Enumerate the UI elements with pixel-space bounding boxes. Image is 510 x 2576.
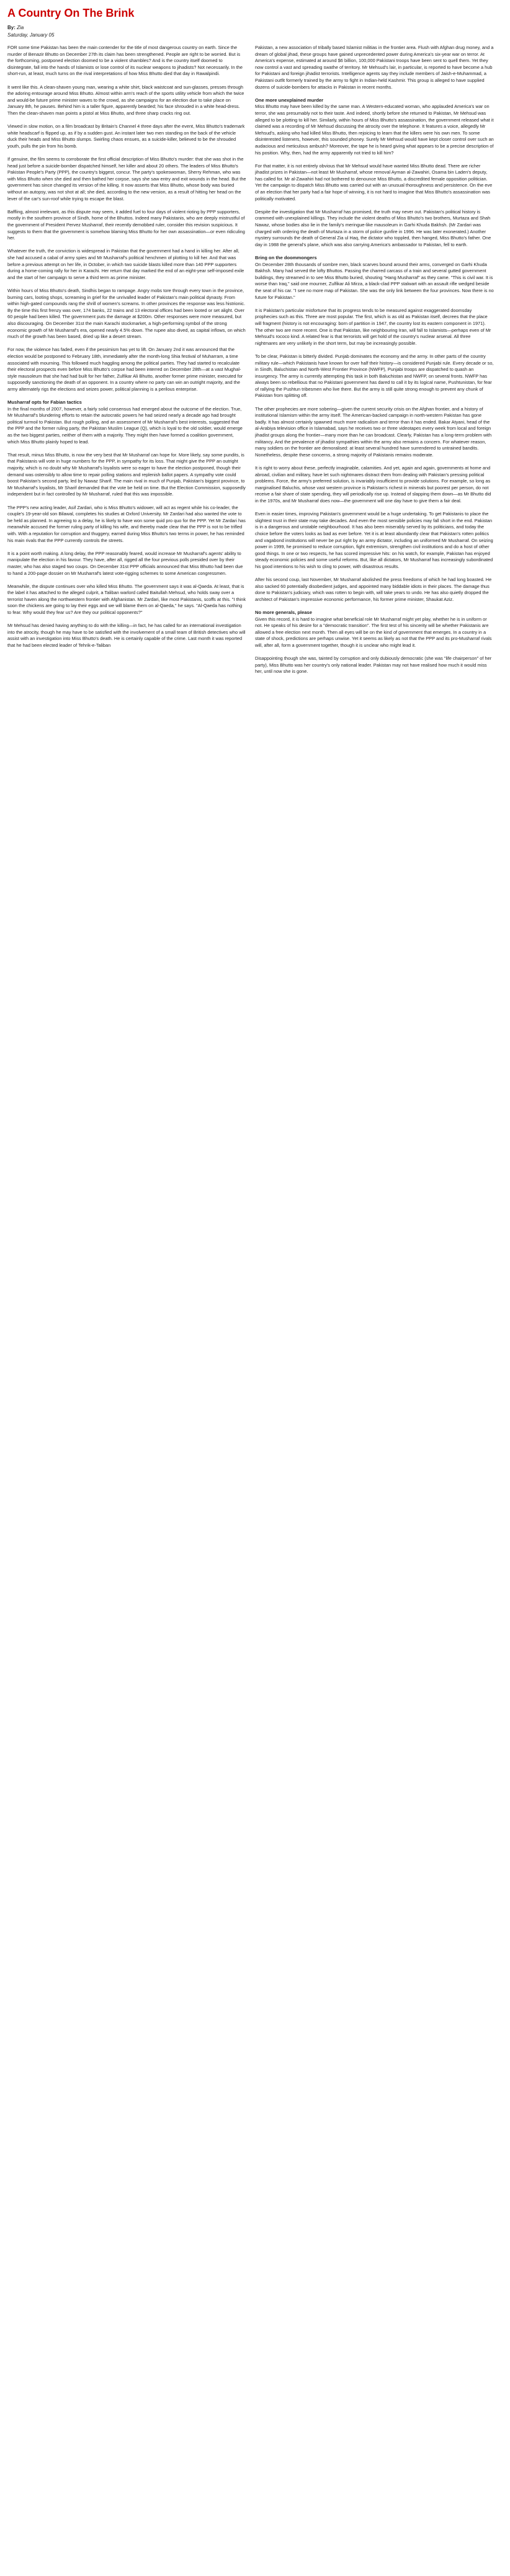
section-heading: Bring on the doommongers <box>255 255 317 260</box>
paragraph: For now, the violence has faded, even if the pessimism has yet to lift. On January 2nd it was announced that the election would be postponed to February 18th, immediately after the month-long Shia festival of Muharram, a time associated with mourning. This followed much haggling among the political parties. They had started to recalculate their electoral prospects even before Miss Bhutto's corpse had been interred on December 28th—at a vast Mughal-style mausoleum that she had had built for her father, Zulfikar Ali Bhutto, another former prime minister, executed for supposedly sanctioning the death of an opponent. In a country where no party can win an outright majority, and the army alternately rigs the elections and seizes power, political planning is a perilous enterprise. <box>7 347 243 392</box>
paragraph: That result, minus Miss Bhutto, is now the very best that Mr Musharraf can hope for. More likely, say some pundits, is that Pakistanis will vote in huge numbers for the PPP, in sympathy for its loss. That might give the PPP an outright majority, which is no doubt why Mr Musharraf's loyalists were so eager to have the election postponed, though their demand was ostensibly to allow time to repair polling stations and replenish ballot papers. A sympathy vote could boost Pakistan's second party, led by Nawaz Sharif. The main rival in much of Punjab, Pakistan's biggest province, to Mr Musharraf's loyalists, Mr Sharif demanded that the vote be held on time. But the Election Commission, supposedly independent but in fact controlled by Mr Musharraf, ruled that this was impossible. <box>7 451 246 497</box>
paragraph: On December 28th thousands of sombre men, black scarves bound around their arms, converged on Garhi Khuda Bakhsh. Many had served the lofty Bhuttos. Passing the charred carcass of a train and several gutted government buildings, they streamed in to see Miss Bhutto buried, shouting "Hang Musharraf" as they came. "This is civil war. It is worse than Iraq," said one mourner, Zulfikar Ali Mirza, a black-clad PPP stalwart with an assault rifle wedged beside the seat of his car. "I see no more map of Pakistan. She was the only link between the four provinces. Now there is no future for Pakistan." <box>255 261 494 300</box>
paragraph: It is Pakistan's particular misfortune that its progress tends to be measured against exaggerated doomsday prophecies such as this. Three are most popular. The first, which is as old as Pakistan itself, decrees that the place will fragment (history is not encouraging: born of partition in 1947, the country lost its eastern component in 1971). The other two are more recent. One is that Pakistan, like neighbouring Iran, will fall to Islamists—perhaps even of Mr Mehsud's rococo kind. A related fear is that terrorists will get hold of the country's nuclear arsenal. All three nightmares are very unlikely in the short term, but may be increasingly possible. <box>255 307 491 346</box>
paragraph: The PPP's new acting leader, Asif Zardari, who is Miss Bhutto's widower, will act as regent while his co-leader, the couple's 19-year-old son Bilawal, completes his studies at Oxford University. Mr Zardari had also wanted the vote to be held as planned. In agreeing to a delay, he is likely to have won some quid pro quo for the PPP. Yet Mr Zardari has meanwhile accused the former ruling party of killing his wife, and thereby made clear that the PPP is not to be trifled with. With a reputation for corruption and thuggery, earned during Miss Bhutto's two terms in power, he has reminded his main rivals that the PPP currently controls the streets. <box>7 504 246 543</box>
paragraph: Baffling, almost irrelevant, as this dispute may seem, it added fuel to four days of violent rioting by PPP supporters, mostly in the southern province of Sindh, home of the Bhuttos. Indeed many Pakistanis, who are deeply mistrustful of the government of President Pervez Musharraf, their recently demobbed ruler, consider this revision suspicious. It suggests to them that the government is somehow blaming Miss Bhutto for her own assassination—or even ridiculing her. <box>7 208 245 241</box>
paragraph: It is right to worry about these, perfectly imaginable, calamities. And yet, again and again, governments at home and abroad, civilian and military, have let such nightmares distract them from dealing with Pakistan's pressing political problems. Force, the army's preferred solution, is invariably insufficient to provide solutions. For example, so long as marginalised Baluchis, whose vast western province is Pakistan's richest in minerals but poorest per person, do not receive a fair share of state spending, they will periodically rise up. Instead of slapping them down—as Mr Bhutto did in the 1970s, and Mr Musharraf does now—the government will one day have to give them a fair deal. <box>255 465 491 504</box>
paragraph: Viewed in slow motion, on a film broadcast by Britain's Channel 4 three days after the event, Miss Bhutto's trademark white headscarf is flipped up, as if by a sudden gust. An instant later two men standing on the back of the vehicle duck their heads and Miss Bhutto slumps. Swirling chaos ensues, as a suicide-killer, believed to be the shrouded youth, pulls the pin from his bomb. <box>7 123 245 149</box>
paragraph: Whatever the truth, the conviction is widespread in Pakistan that the government had a hand in killing her. After all, she had accused a cabal of army spies and Mr Musharraf's political henchmen of plotting to kill her. And that was before a previous attempt on her life, in October, in which two suicide blasts killed more than 140 PPP supporters during a home-coming rally for her in Karachi. Her return that day marked the end of an eight-year self-imposed exile and the start of her campaign to serve a third term as prime minister. <box>7 248 244 280</box>
paragraph: Mr Mehsud has denied having anything to do with the killing—in fact, he has called for an international investigation into the atrocity, though he may have to be satisfied with the involvement of a small team of British detectives who will assist with an investigation into Miss Bhutto's death. He is certainly capable of the crime. Last month it was reported that he had been elected leader of Tehrik-e-Taliban <box>7 623 246 649</box>
paragraph: For that matter, it is not entirely obvious that Mr Mehsud would have wanted Miss Bhutto dead. There are richer jihadist prizes in Pakistan—not least Mr Musharraf, whose removal Ayman al-Zawahiri, Osama bin Laden's deputy, has called for. Mr al-Zawahiri had not bothered to denounce Miss Bhutto, a discredited female opposition politician. Yet the campaign to dispatch Miss Bhutto was carried out with an unusual thoroughness and persistence. On the eve of an election that her party had a fair hope of winning, it is not hard to imagine that Miss Bhutto's assassination was politically motivated. <box>255 162 493 202</box>
article-title: A Country On The Brink <box>7 7 135 19</box>
paragraph: It is a point worth making. A long delay, the PPP reasonably feared, would increase Mr Musharraf's agents' ability to manipulate the election in his favour. They have, after all, rigged all the four previous polls presided over by their master, who has also staged two coups. On December 31st PPP officials announced that Miss Bhutto had been due to hand a 200-page dossier on Mr Musharraf's latest vote-rigging schemes to some American congressmen. <box>7 550 243 576</box>
paragraph: The other prophecies are more sobering—given the current security crisis on the Afghan frontier, and a history of institutional Islamism within the army itself. The American-backed campaign in north-western Pakistan has gone badly. It has almost certainly spawned much more radicalism and terror than it has ended. Bakar Atyani, head of the al-Arabiya television office in Islamabad, says he receives two or three videotapes every week from local and foreign jihadist groups along the frontier—many more than he can broadcast. Clearly, Pakistan has a long-term problem with militancy. And the prevalence of jihadist sympathies within the army also remains a concern. For whatever reason, many soldiers on the frontier are demoralised: at least several hundred have surrendered to untrained bandits. Nonetheless, despite these concerns, a strong majority of Pakistanis remains moderate. <box>255 406 492 458</box>
paragraph: In the final months of 2007, however, a fairly solid consensus had emerged about the outcome of the election. True, Mr Musharraf's blundering efforts to retain the autocratic powers he had seized nearly a decade ago had brought political turmoil to Pakistan. But rough polling, and an assessment of Mr Musharraf's best interests, suggested that the PPP and the former ruling party, the Pakistan Muslim League (Q), which is loyal to the old soldier, would emerge as the two biggest parties, neither of them with a majority. They might then have formed a coalition government, which Miss Bhutto plainly hoped to lead. <box>7 406 243 445</box>
byline <box>7 25 503 31</box>
paragraph: Given this record, it is hard to imagine what beneficial role Mr Musharraf might yet play, whether he is in uniform or not. He speaks of his desire for a "democratic transition". The first test of his sincerity will be whether Pakistanis are allowed a free election next month. Then all eyes will be on the kind of government that emerges. In a country in a state of shock, predictions are perhaps unwise. Yet it seems as likely as not that the PPP and its pro-Musharraf rivals will, after all, form a government together, though it is unclear who might lead it. <box>255 616 492 649</box>
section-heading: One more unexplained murder <box>255 97 324 103</box>
paragraph: FOR some time Pakistan has been the main contender for the title of most dangerous country on earth. Since the murder of Benazir Bhutto on December 27th its claim has been strengthened. People are right to be worried. But is the forthcoming, postponed election doomed to be a violent shambles? And is the country itself doomed to disintegrate, fall into the hands of Islamists or lose control of its nuclear weapons to jihadists? Not necessarily. In the short-run, at least, much turns on the rival interpretations of how Miss Bhutto died that day in Rawalpindi. <box>7 45 243 77</box>
section-heading: No more generals, please <box>255 610 313 616</box>
paragraph: Within hours of Miss Bhutto's death, Sindhis began to rampage. Angry mobs tore through every town in the province, burning cars, looting shops, screaming in grief for the unrivalled leader of Pakistan's main political dynasty. From within high-gated compounds rang the shrill of women's screams. In other provinces the response was less histrionic. By the time this first frenzy was over, 174 banks, 22 trains and 13 electoral offices had been looted or set alight. Over 60 people had been killed. The government puts the damage at $200m. Other responses were more measured, but also discouraging. On December 31st the main Karachi stockmarket, a high-performing symbol of the strong economic growth of Mr Musharraf's era, opened nearly 4.5% down. The rupee also dived, as capital inflows, on which much of the growth has been based, dried up like a desert stream. <box>7 287 246 340</box>
section-heading: Musharraf opts for Fabian tactics <box>7 399 82 406</box>
paragraph: After his second coup, last November, Mr Musharraf abolished the press freedoms of which he had long boasted. He also sacked 60 potentially disobedient judges, and appointed many biddable idiots in their places. The damage thus done to Pakistan's judiciary, which was rotten to begin with, will take years to undo. He has also quietly dropped the architect of Pakistan's impressive economic performance, his former prime minister, Shaukat Aziz. <box>255 577 492 602</box>
right-column <box>255 45 494 682</box>
paragraph: It went like this. A clean-shaven young man, wearing a white shirt, black waistcoat and sun-glasses, presses through the adoring entourage around Miss Bhutto. Almost within arm's reach of the sports utility vehicle from which the twice and would-be future prime minister waves to the crowd, as she campaigns for an election due to take place on January 8th, he pauses. Behind him is a taller figure, apparently bearded; his face shrouded in a white head-dress. Then the clean-shaven man points a pistol at Miss Bhutto, and three sharp cracks ring out. <box>7 84 244 116</box>
article-body <box>7 45 503 682</box>
byline-label: By: <box>7 25 16 30</box>
article-date: Saturday, January 05 <box>7 32 55 38</box>
paragraph: Pakistan, a new association of tribally based Islamist militias in the frontier area. Flush with Afghan drug money, and a dream of global jihad, these groups have gained unprecedented power during America's six-year war on terror. At America's expense, estimated at around $6 billion, 100,000 Pakistani troops have been sent to quell them. Yet they now control a vast and spreading swathe of territory. Mr Mehsud's lair, in particular, is reported to have become a hub for Pakistani and foreign jihadist terrorists. Intelligence agents say they include members of Jaish-e-Muhammad, a Pakistani outfit formerly trained by the army to fight in Indian-held Kashmir. This group is alleged to have supplied dozens of suicide-bombers for attacks in Pakistan in recent months. <box>255 45 494 90</box>
paragraph: Disappointing though she was, tainted by corruption and only dubiously democratic (she was "life chairperson" of her party), Miss Bhutto was her country's only national leader. Pakistan may not have realised how much it would miss her, until now she is gone. <box>255 655 492 675</box>
paragraph: If genuine, the film seems to corroborate the first official description of Miss Bhutto's murder: that she was shot in the head just before a suicide-bomber dispatched himself, her killer and about 20 others. The leaders of Miss Bhutto's Pakistan People's Party (PPP), the country's biggest, concur. The party's spokeswoman, Sherry Rehman, who was with Miss Bhutto when she died and then bathed her corpse, says she saw entry and exit wounds in the head. But the government has since changed its version of the killing. It now asserts that Miss Bhutto, whose body was buried without an autopsy, was not shot at all; she died, according to the new version, as a result of hitting her head on the lever of the car's sun-roof while trying to escape the blast. <box>7 156 246 202</box>
paragraph: Meanwhile, the dispute continues over who killed Miss Bhutto. The government says it was al-Qaeda. At least, that is the label it has attached to the alleged culprit, a Taliban warlord called Baitullah Mehsud, who holds sway over a terrorist haven along the northwestern frontier with Afghanistan. Mr Zardari, like most Pakistanis, scoffs at this. "I think soon the chickens are going to lay their eggs and we will blame them on al-Qaeda," he says. "Al-Qaeda has nothing to fear. Why would they fear us? Are they our political opponents?" <box>7 583 246 616</box>
paragraph: Miss Bhutto may have been killed by the same man. A Western-educated woman, who applauded America's war on terror, she was presumably not to their taste. And indeed, shortly before she returned to Pakistan, Mr Mehsud was alleged to be plotting to kill her. Similarly, within hours of Miss Bhutto's assassination, the government released what it claimed was a recording of Mr Mehsud discussing the atrocity over the telephone. It features a voice, allegedly Mr Mehsud's, asking who had killed Miss Bhutto, then rejoicing to learn that the killers were his own men. To some disinterested listeners, however, this sounded phoney. Surely Mr Mehsud would have kept closer control over such an audacious and meticulous ambush? Moreover, the tape he is heard giving what appears to be a precise description of his position. Why, then, had the army apparently not tried to kill him? <box>255 104 494 156</box>
left-column <box>7 45 246 682</box>
paragraph: Even in easier times, improving Pakistan's government would be a huge undertaking. To get Pakistanis to place the slightest trust in their state may take decades. And even the most sensible policies may fall short in the end. Pakistan is in a dangerous and unstable neighbourhood. It has also been miserably served by its politicians, and today the choice before the voters looks as bad as ever before. Yet it is at least abundantly clear that Pakistan's rotten politics and vagabond institutions will never be put right by an army dictator, including an uniformed Mr Musharraf. On seizing power in 1999, he promised to reduce corruption, fight extremism, strengthen civil institutions and do a host of other good things. In one or two respects, he has scored impressive hits: on his watch, for example, Pakistan has enjoyed steady economic policies and some useful reforms. But, like all dictators, Mr Musharraf has increasingly subordinated his good intentions to his wish to cling to power, with disastrous results. <box>255 511 493 569</box>
author-name: Zia <box>17 25 24 30</box>
paragraph: Despite the investigation that Mr Musharraf has promised, the truth may never out. Pakistan's political history is crammed with unexplained killings. They include the violent deaths of Miss Bhutto's two brothers, Murtaza and Shah Nawaz, whose bodies also lie in the family's meringue-like mausoleum in Garhi Khuda Bakhsh. (Mr Zardari was charged with ordering the death of Murtaza in a storm of police gunfire in 1996. He was later exonerated.) Another mystery surrounds the death of General Zia ul Haq, the dictator who toppled, then hanged, Miss Bhutto's father. One day in 1988 the general's plane, which was also carrying America's ambassador to Pakistan, fell to earth. <box>255 208 491 247</box>
paragraph: To be clear, Pakistan is bitterly divided. Punjab dominates the economy and the army. In other parts of the country military rule—which Pakistanis have known for over half their history—is considered Punjabi rule. Every decade or so, in Sindh, Baluchistan and North-West Frontier Province (NWFP), Punjabi troops are dispatched to quash an insurgency. The army is currently attempting this task in both Baluchistan and NWFP, on several fronts. NWFP has always been so rebellious that no Pakistani government has dared to call it by its logical name, Pushtunistan, for fear of rallying the Pushtun tribesmen who live there. But the army is still quite strong enough to prevent any chunk of Pakistan from splitting off. <box>255 353 494 399</box>
